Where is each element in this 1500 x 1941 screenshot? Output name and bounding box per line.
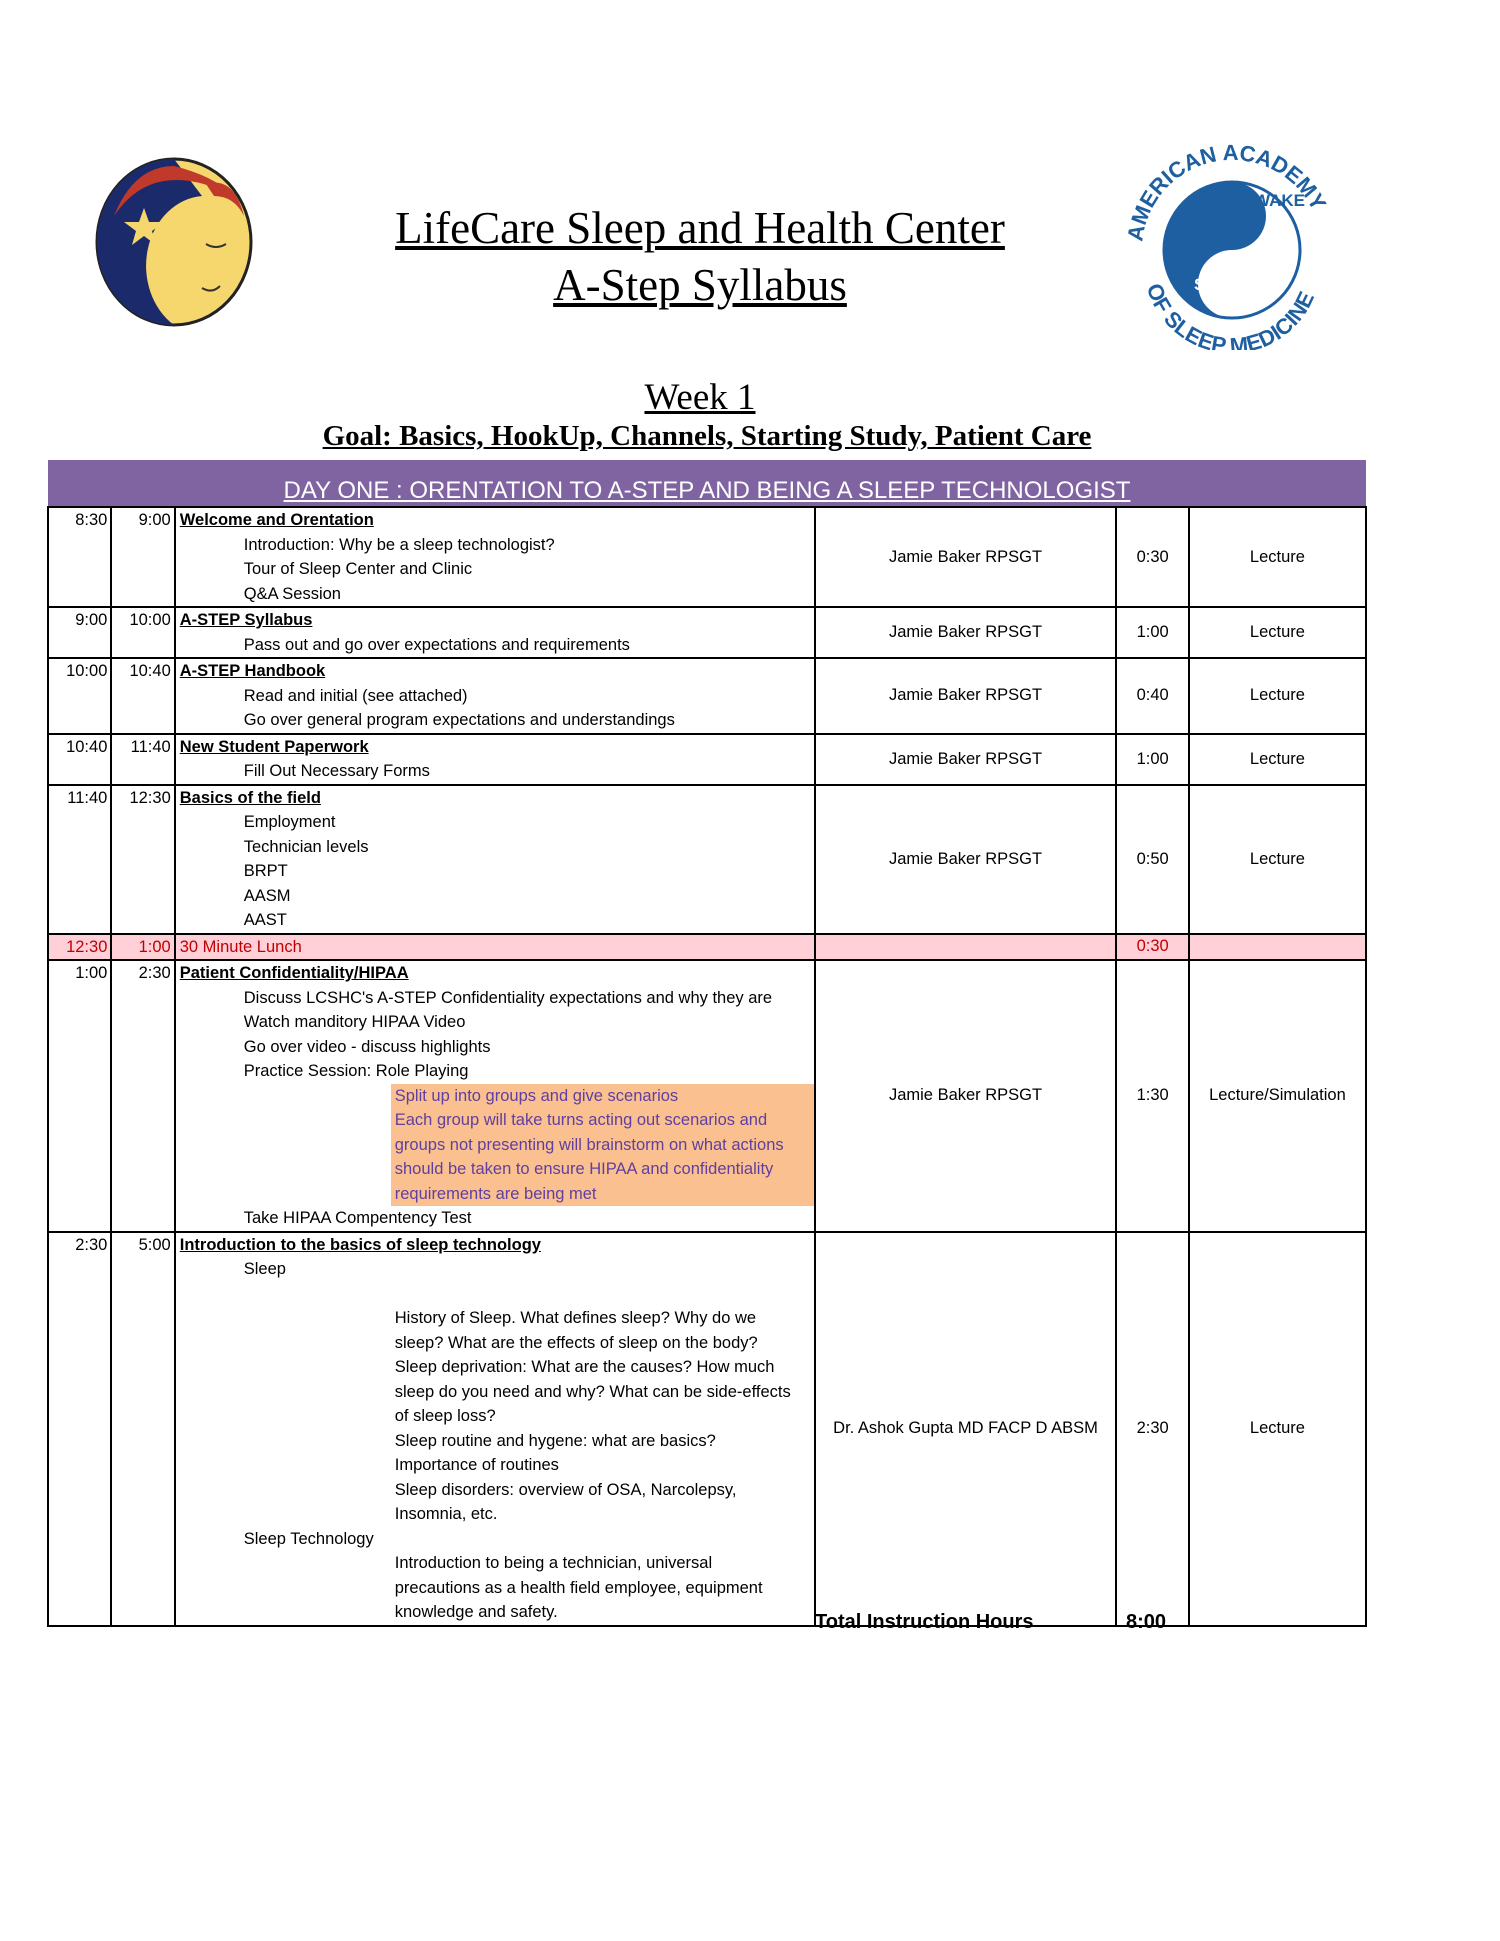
section-notes (391, 1551, 814, 1625)
topic-item: Discuss LCSHC's A-STEP Confidentiality expectations and why they are (243, 988, 773, 1007)
session-type: Lecture (1189, 507, 1366, 607)
aasm-wake-text: WAKE (1254, 191, 1305, 210)
topic-cell (175, 607, 815, 658)
note-line: Introduction to being a technician, universal (394, 1554, 713, 1572)
duration: 0:30 (1116, 507, 1188, 607)
instructor: Jamie Baker RPSGT (815, 960, 1117, 1232)
topic-item: Practice Session: Role Playing (243, 1062, 469, 1080)
note-line: Sleep routine and hygene: what are basics? (394, 1431, 716, 1450)
topic-item: Read and initial (see attached) (243, 686, 468, 705)
day-banner: DAY ONE : ORENTATION TO A-STEP AND BEING A SLEEP TECHNOLOGIST (48, 460, 1366, 506)
session-type: Lecture (1189, 1232, 1366, 1626)
table-row (48, 785, 1366, 934)
topic-title: Welcome and Orentation (179, 511, 374, 529)
note-line: Split up into groups and give scenarios (394, 1086, 679, 1105)
duration: 1:30 (1116, 960, 1188, 1232)
topic-cell (175, 734, 815, 785)
topic-item: Pass out and go over expectations and requirements (243, 635, 630, 654)
instructor: Jamie Baker RPSGT (815, 507, 1117, 607)
end-time: 9:00 (111, 507, 174, 607)
week-heading: Week 1 (644, 377, 756, 418)
table-row (48, 1232, 1366, 1626)
session-type (1189, 934, 1366, 961)
table-row (48, 960, 1366, 1232)
note-line: Each group will take turns acting out scenarios and (394, 1111, 768, 1129)
topic-title: New Student Paperwork (179, 737, 369, 756)
topic-cell (175, 1232, 815, 1626)
note-line: History of Sleep. What defines sleep? Why do we (394, 1309, 757, 1327)
end-time: 12:30 (111, 785, 174, 934)
schedule-table (47, 506, 1367, 1627)
topic-item: Employment (243, 813, 336, 831)
topic-title: Basics of the field (179, 788, 321, 807)
session-type: Lecture (1189, 607, 1366, 658)
instructor: Jamie Baker RPSGT (815, 607, 1117, 658)
topic-item: Technician levels (243, 837, 369, 856)
aasm-top-text: AMERICAN ACADEMY (1122, 140, 1332, 243)
start-time: 9:00 (48, 607, 111, 658)
topic-item: Introduction: Why be a sleep technologist? (243, 535, 555, 554)
moon-logo (94, 156, 254, 328)
end-time: 1:00 (111, 934, 174, 961)
session-type: Lecture (1189, 734, 1366, 785)
topic-item: Tour of Sleep Center and Clinic (243, 560, 473, 578)
topic-item: Q&A Session (243, 584, 341, 603)
aasm-bottom-text: OF SLEEP MEDICINE (1141, 280, 1320, 350)
start-time: 8:30 (48, 507, 111, 607)
table-row (48, 734, 1366, 785)
start-time: 11:40 (48, 785, 111, 934)
topic-item: Take HIPAA Compentency Test (243, 1209, 472, 1227)
goal-heading: Goal: Basics, HookUp, Channels, Starting Study, Patient Care (322, 420, 1092, 452)
note-line: of sleep loss? (394, 1407, 496, 1425)
topic-item: Go over general program expectations and understandings (243, 711, 675, 729)
topic-cell (175, 785, 815, 934)
table-row (48, 658, 1366, 734)
topic-cell (175, 960, 815, 1232)
start-time: 1:00 (48, 960, 111, 1232)
instructor: Jamie Baker RPSGT (815, 658, 1117, 734)
note-line: knowledge and safety. (394, 1603, 558, 1621)
topic-title: Patient Confidentiality/HIPAA (179, 964, 409, 982)
note-line: Importance of routines (394, 1456, 559, 1474)
duration: 0:50 (1116, 785, 1188, 934)
session-type: Lecture (1189, 658, 1366, 734)
table-row (48, 607, 1366, 658)
note-line: sleep do you need and why? What can be side-effects (394, 1382, 791, 1401)
note-line: Sleep disorders: overview of OSA, Narcolepsy, (394, 1480, 737, 1499)
topic-title: A-STEP Handbook (179, 662, 326, 680)
topic-cell (175, 507, 815, 607)
topic-item: AASM (243, 886, 291, 905)
end-time: 5:00 (111, 1232, 174, 1626)
note-line: precautions as a health field employee, equipment (394, 1578, 763, 1597)
topic-item: Go over video - discuss highlights (243, 1037, 491, 1056)
note-line: sleep? What are the effects of sleep on the body? (394, 1333, 758, 1352)
topic-item: Watch manditory HIPAA Video (243, 1013, 466, 1031)
aasm-sleep-text: SLEEP (1194, 275, 1250, 294)
section-heading: Sleep Technology (243, 1529, 374, 1548)
note-line: requirements are being met (394, 1184, 597, 1203)
total-hours-value: 8:00 (1126, 1611, 1167, 1633)
topic-item: Fill Out Necessary Forms (243, 762, 430, 780)
topic-title: A-STEP Syllabus (179, 611, 313, 629)
instructor: Jamie Baker RPSGT (815, 734, 1117, 785)
page-title: LifeCare Sleep and Health Center (395, 203, 1005, 253)
session-type: Lecture (1189, 785, 1366, 934)
section-heading: Sleep (243, 1260, 286, 1278)
topic-item: AAST (243, 911, 287, 929)
topic-title: Introduction to the basics of sleep technology (179, 1235, 541, 1254)
duration: 1:00 (1116, 607, 1188, 658)
start-time: 10:40 (48, 734, 111, 785)
aasm-logo (1114, 140, 1350, 350)
scenario-note (391, 1084, 814, 1207)
session-type: Lecture/Simulation (1189, 960, 1366, 1232)
table-row (48, 507, 1366, 607)
duration: 1:00 (1116, 734, 1188, 785)
topic-cell (175, 658, 815, 734)
instructor: Jamie Baker RPSGT (815, 785, 1117, 934)
duration: 0:40 (1116, 658, 1188, 734)
duration: 0:30 (1116, 934, 1188, 961)
note-line: groups not presenting will brainstorm on what actions (394, 1135, 784, 1154)
start-time: 12:30 (48, 934, 111, 961)
lunch-row (48, 934, 1366, 961)
end-time: 10:40 (111, 658, 174, 734)
topic-item: BRPT (243, 862, 288, 880)
end-time: 2:30 (111, 960, 174, 1232)
duration: 2:30 (1116, 1232, 1188, 1626)
instructor (815, 934, 1117, 961)
note-line: Sleep deprivation: What are the causes? How much (394, 1358, 775, 1376)
page-subtitle: A-Step Syllabus (553, 260, 847, 310)
section-notes (391, 1306, 814, 1527)
total-hours-label: Total Instruction Hours (815, 1611, 1034, 1633)
instructor: Dr. Ashok Gupta MD FACP D ABSM (815, 1232, 1117, 1626)
lunch-label: 30 Minute Lunch (175, 934, 815, 961)
start-time: 2:30 (48, 1232, 111, 1626)
note-line: Insomnia, etc. (394, 1505, 498, 1523)
start-time: 10:00 (48, 658, 111, 734)
note-line: should be taken to ensure HIPAA and confidentiality (394, 1160, 774, 1178)
end-time: 10:00 (111, 607, 174, 658)
end-time: 11:40 (111, 734, 174, 785)
